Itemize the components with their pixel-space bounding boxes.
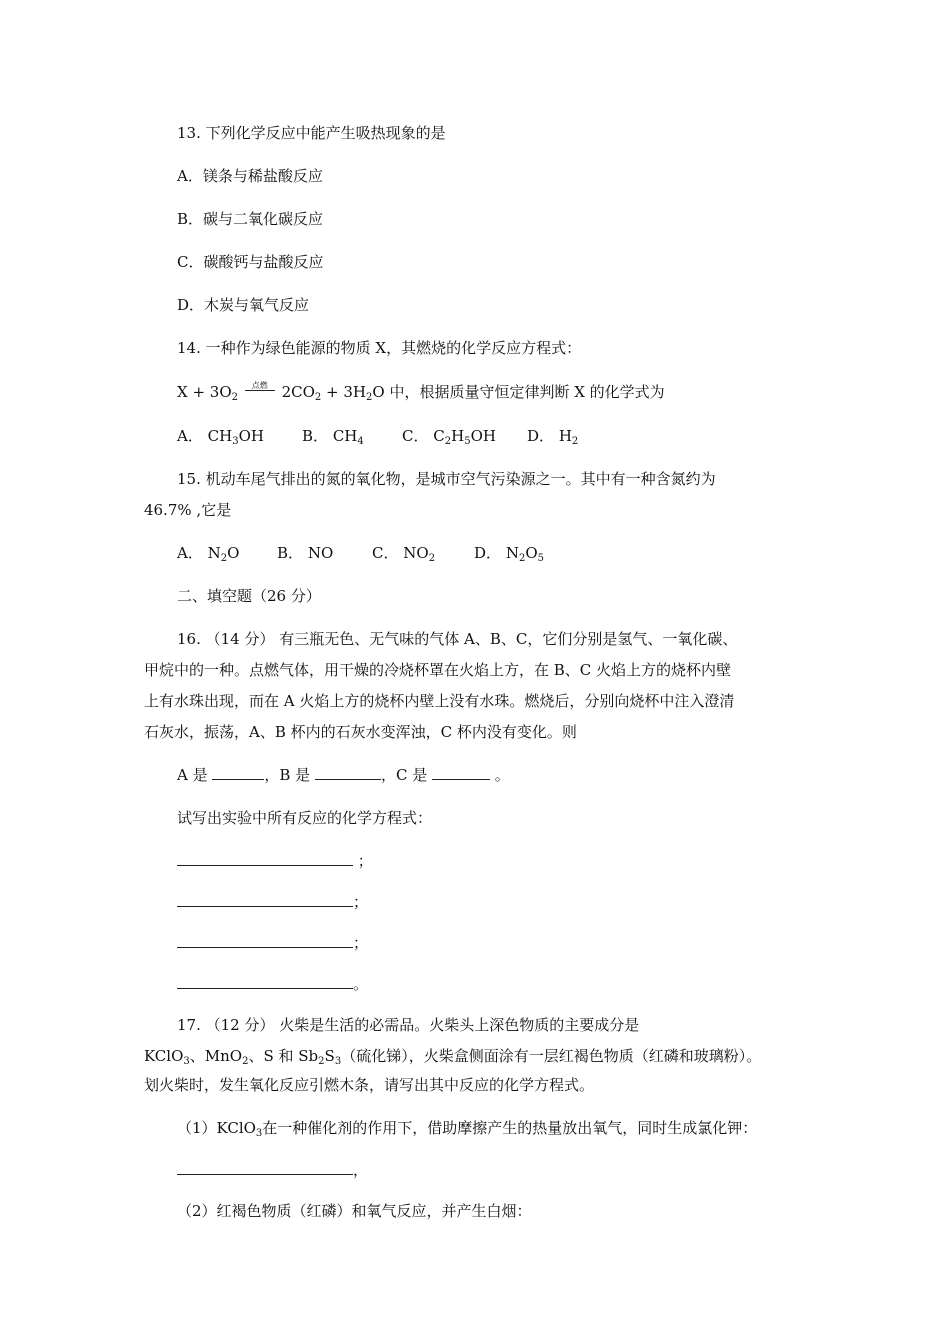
q17-line3: 划火柴时，发生氧化反应引燃木条，请写出其中反应的化学方程式。 bbox=[144, 1076, 595, 1094]
q16-line1: 16. （14 分） 有三瓶无色、无气味的气体 A、B、C，它们分别是氢气、一氧化碳、 bbox=[177, 630, 738, 648]
q13-stem: 13. 下列化学反应中能产生吸热现象的是 bbox=[177, 124, 446, 142]
q16-equation-line-1: ； bbox=[177, 851, 373, 871]
equation-blank[interactable] bbox=[177, 1160, 353, 1175]
q17-sub1: （1）KClO$_3$在一种催化剂的作用下，借助摩擦产生的热量放出氧气，同时生成氯化钾： bbox=[177, 1119, 758, 1139]
equation-blank[interactable] bbox=[177, 851, 353, 866]
reaction-arrow: 点燃 bbox=[245, 383, 275, 397]
q14-stem: 14. 一种作为绿色能源的物质 X，其燃烧的化学反应方程式： bbox=[177, 339, 582, 357]
q16-equation-line-2: ； bbox=[177, 892, 368, 912]
answer-blank-b[interactable] bbox=[315, 765, 381, 780]
q17-sub1-answer: ， bbox=[177, 1160, 368, 1180]
q16-equation-line-3: ； bbox=[177, 933, 368, 953]
q15-options bbox=[177, 543, 544, 563]
answer-blank-c[interactable] bbox=[432, 765, 490, 780]
q14-options bbox=[177, 426, 578, 446]
q16-line2: 甲烷中的一种。点燃气体，用干燥的冷烧杯罩在火焰上方，在 B、C 火焰上方的烧杯内壁 bbox=[144, 661, 732, 679]
q15-option-c: C． $NO_2$ bbox=[372, 544, 436, 564]
q17-line1: 17. （12 分） 火柴是生活的必需品。火柴头上深色物质的主要成分是 bbox=[177, 1016, 640, 1034]
q16-equation-line-4: 。 bbox=[177, 974, 368, 994]
equation-blank[interactable] bbox=[177, 892, 353, 907]
q15-option-b: B． NO bbox=[277, 544, 334, 562]
q14-option-c: C． $C_2H_5OH$ bbox=[402, 427, 496, 447]
answer-blank-a[interactable] bbox=[212, 765, 264, 780]
q16-line4: 石灰水，振荡，A、B 杯内的石灰水变浑浊，C 杯内没有变化。则 bbox=[144, 723, 577, 741]
q13-option-a: A．镁条与稀盐酸反应 bbox=[177, 167, 323, 185]
q13-option-c: C．碳酸钙与盐酸反应 bbox=[177, 253, 324, 271]
q15-stem-line1: 15. 机动车尾气排出的氮的氧化物，是城市空气污染源之一。其中有一种含氮约为 bbox=[177, 470, 716, 488]
q16-fill-line: A 是 ，B 是 ，C 是 。 bbox=[177, 766, 510, 784]
q13-option-d: D．木炭与氧气反应 bbox=[177, 296, 310, 314]
q17-line2: KClO$_3$、MnO$_2$、S 和 $Sb_2S_3$（硫化锑），火柴盒侧面涂有一层红褐色物质（红磷和玻璃粉）。 bbox=[144, 1047, 762, 1067]
q15-stem-line2: 46.7% ,它是 bbox=[144, 501, 232, 519]
equation-blank[interactable] bbox=[177, 933, 353, 948]
q15-option-d: D． $N_2O_5$ bbox=[474, 544, 544, 564]
q13-option-b: B．碳与二氧化碳反应 bbox=[177, 210, 324, 228]
q14-equation: $X + 3O_2$ 点燃 $2CO_2 + 3H_2O$ 中，根据质量守恒定律判断 X 的化学式为 bbox=[177, 381, 665, 403]
q15-option-a: A． $N_2O$ bbox=[177, 544, 240, 564]
section-title: 二、填空题（26 分） bbox=[177, 587, 321, 605]
q16-line3: 上有水珠出现，而在 A 火焰上方的烧杯内壁上没有水珠。燃烧后，分别向烧杯中注入澄清 bbox=[144, 692, 735, 710]
q16-prompt: 试写出实验中所有反应的化学方程式： bbox=[177, 809, 433, 827]
q14-option-a: A． $CH_3OH$ bbox=[177, 427, 264, 447]
q14-option-d: D． $H_2$ bbox=[527, 427, 579, 447]
equation-blank[interactable] bbox=[177, 974, 353, 989]
q17-sub2: （2）红褐色物质（红磷）和氧气反应，并产生白烟： bbox=[177, 1202, 532, 1220]
q14-option-b: B． $CH_4$ bbox=[302, 427, 364, 447]
